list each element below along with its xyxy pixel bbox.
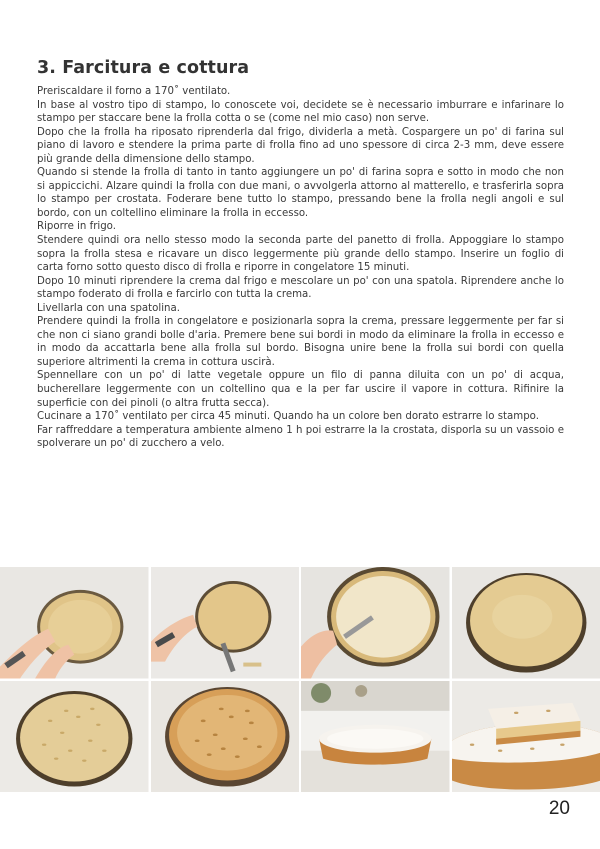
step-photo-grid (0, 567, 600, 792)
paragraph-line-pan: Quando si stende la frolla di tanto in tanto aggiungere un po' di farina sopra e sotto in modo che non si appiccichi. Alzare quindi la frolla con due mani, o avvolgerla attorno al matterello, e trasferirla sopra lo stampo per crostata. Foderare bene tutto lo stampo, pressando bene la frolla negli angoli e sul bordo, con un coltellino eliminare la frolla in eccesso. (37, 167, 564, 219)
paragraph-mold: In base al vostro tipo di stampo, lo conoscete voi, decidete se è necessario imburrare e infarinare lo stampo per staccare bene la frolla cotta o se (come nel mio caso) non serve. (37, 99, 564, 125)
paragraph-roll-first-half: Dopo che la frolla ha riposato riprenderla dal frigo, dividerla a metà. Cospargere un po' di farina sul piano di lavoro e stendere la prima parte di frolla fino ad uno spessore di circa 2-3 mm, deve essere più grande della dimensione dello stampo. (37, 126, 564, 165)
photo-baked-tart-with-pine-nuts (151, 681, 300, 793)
paragraph-bake: Cucinare a 170˚ ventilato per circa 45 minuti. Quando ha un colore ben dorato estrarre lo stampo. (37, 411, 539, 423)
paragraph-level: Livellarla con una spatolina. (37, 302, 180, 314)
paragraph-fill-cream: Dopo 10 minuti riprendere la crema dal frigo e mescolare un po' con una spatola. Riprendere anche lo stampo foderato di frolla e farcirlo con tutta la crema. (37, 275, 564, 301)
paragraph-second-disc: Stendere quindi ora nello stesso modo la seconda parte del panetto di frolla. Appoggiare lo stampo sopra la frolla stesa e ricavare un disco leggermente più grande dello stampo. Inserire un foglio di carta forno sotto questo disco di frolla e riporre in congelatore 15 minuti. (37, 235, 564, 274)
recipe-instructions (37, 85, 564, 451)
photo-sliced-tart-closeup (452, 681, 600, 793)
photo-trimming-pastry-edge (151, 567, 300, 679)
page-title: 3. Farcitura e cottura (37, 58, 250, 78)
photo-lining-tart-pan (0, 567, 149, 679)
photo-pine-nuts-on-raw-tart (0, 681, 149, 793)
paragraph-fridge: Riporre in frigo. (37, 221, 116, 233)
paragraph-brush: Spennellare con un po' di latte vegetale oppure un filo di panna diluita con un po' di acqua, bucherellare leggermente con un coltellino qua e la per far uscire il vapore in cottura. Rifinire la superficie con dei pinoli (o altra frutta secca). (37, 370, 564, 409)
photo-spreading-cream (301, 567, 450, 679)
page-number: 20 (548, 798, 570, 819)
photo-pastry-lid-on-cream (452, 567, 600, 679)
paragraph-top-crust: Prendere quindi la frolla in congelatore e posizionarla sopra la crema, pressare leggermente per far si che non ci siano grandi bolle d'aria. Premere bene sui bordi in modo da eliminare la frolla in eccesso e in modo da accattarla bene alla frolla sul bordo. Bisogna unire bene la frolla sui bordi con quella superiore altrimenti la crema in cottura uscirà. (37, 316, 564, 368)
photo-powdered-sugar-tart (301, 681, 450, 793)
paragraph-cool: Far raffreddare a temperatura ambiente almeno 1 h poi estrarre la la crostata, disporla su un vassoio e spolverare un po' di zucchero a velo. (37, 424, 564, 450)
paragraph-preheat: Preriscaldare il forno a 170˚ ventilato. (37, 86, 231, 97)
